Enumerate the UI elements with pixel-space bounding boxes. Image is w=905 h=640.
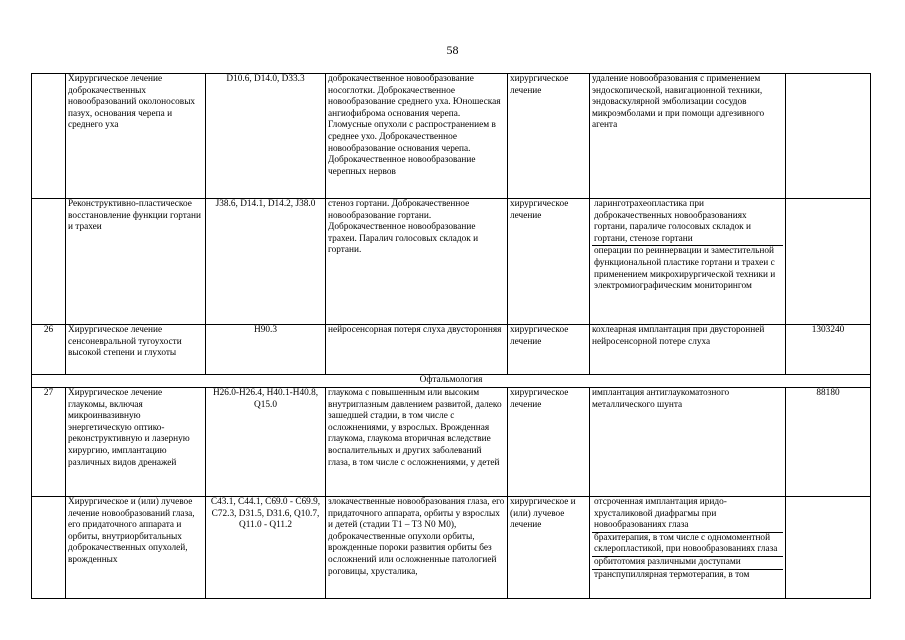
table-row	[32, 497, 871, 599]
cost-value	[786, 497, 871, 599]
cost-value: 1303240	[786, 325, 871, 375]
treatment-methods	[590, 497, 786, 599]
care-type-name: Хирургическое и (или) лучевое лечение новообразований глаза, его придаточного аппарата и орбиты, внутриорбитальных доброкачественных опухолей, врожденных	[66, 497, 206, 599]
cost-value: 88180	[786, 388, 871, 497]
treatment-method: операции по реиннервации и заместительной функциональной пластике гортани и трахеи с применением микрохирургической техники и электромиографическим мониторингом	[592, 245, 783, 292]
icd-codes: H26.0-H26.4, H40.1-H40.8, Q15.0	[206, 388, 326, 497]
row-number	[32, 74, 66, 199]
patient-model: глаукома с повышенным или высоким внутриглазным давлением развитой, далеко зашедшей стадии, в том числе с осложнениями, у взрослых. Врожденная глаукома, глаукома вторичная вследствие воспалительных и других заболеваний глаза, в том числе с осложнениями, у детей	[326, 388, 508, 497]
treatment-type: хирургическое лечение	[508, 74, 590, 199]
page-bottom-margin	[0, 603, 905, 640]
care-type-name: Реконструктивно-пластическое восстановление функции гортани и трахеи	[66, 199, 206, 325]
treatment-method: орбитотомия различными доступами	[592, 556, 783, 569]
section-row	[32, 375, 871, 388]
treatment-method: брахитерапия, в том числе с одномоментной склеропластикой, при новообразованиях глаза	[592, 532, 783, 556]
care-types-table	[31, 73, 871, 599]
section-title: Офтальмология	[32, 375, 871, 388]
icd-codes: J38.6, D14.1, D14.2, J38.0	[206, 199, 326, 325]
patient-model: доброкачественное новообразование носоглотки. Доброкачественное новообразование среднего уха. Юношеская ангиофиброма основания черепа. Гломусные опухоли с распространением в среднее ухо. Доброкачественное новообразование основания черепа. Доброкачественное новообразование черепных нервов	[326, 74, 508, 199]
treatment-method: транспупиллярная термотерапия, в том	[592, 569, 783, 582]
treatment-method: удаление новообразования с применением эндоскопической, навигационной техники, эндоваскулярной эмболизации сосудов микроэмболами и при помощи адгезивного агента	[590, 74, 786, 199]
treatment-type: хирургическое и (или) лучевое лечение	[508, 497, 590, 599]
cost-value	[786, 199, 871, 325]
row-number	[32, 199, 66, 325]
icd-codes: H90.3	[206, 325, 326, 375]
care-type-name: Хирургическое лечение глаукомы, включая микроинвазивную энергетическую оптико-реконструктивную и лазерную хирургию, имплантацию различных видов дренажей	[66, 388, 206, 497]
care-type-name: Хирургическое лечение доброкачественных новообразований околоносовых пазух, основания черепа и среднего уха	[66, 74, 206, 199]
row-number: 26	[32, 325, 66, 375]
treatment-type: хирургическое лечение	[508, 325, 590, 375]
treatment-method: имплантация антиглаукоматозного металлического шунта	[590, 388, 786, 497]
row-number	[32, 497, 66, 599]
treatment-type: хирургическое лечение	[508, 388, 590, 497]
icd-codes: C43.1, C44.1, C69.0 - C69.9, C72.3, D31.5, D31.6, Q10.7, Q11.0 - Q11.2	[206, 497, 326, 599]
table-row	[32, 199, 871, 325]
patient-model: нейросенсорная потеря слуха двусторонняя	[326, 325, 508, 375]
table-row	[32, 74, 871, 199]
row-number: 27	[32, 388, 66, 497]
icd-codes: D10.6, D14.0, D33.3	[206, 74, 326, 199]
treatment-method: кохлеарная имплантация при двусторонней нейросенсорной потере слуха	[590, 325, 786, 375]
page-number: 58	[446, 43, 459, 57]
treatment-method: ларинготрахеопластика при доброкачественных новообразованиях гортани, параличе голосовых складок и гортани, стенозе гортани	[594, 199, 751, 244]
treatment-type: хирургическое лечение	[508, 199, 590, 325]
patient-model: злокачественные новообразования глаза, его придаточного аппарата, орбиты у взрослых и детей (стадии T1 – T3 N0 M0), доброкачественные опухоли орбиты, врожденные пороки развития орбиты без осложнений или осложненные патологией роговицы, хрусталика,	[326, 497, 508, 599]
patient-model: стеноз гортани. Доброкачественное новообразование гортани. Доброкачественное новообразование трахеи. Паралич голосовых складок и гортани.	[326, 199, 508, 325]
care-type-name: Хирургическое лечение сенсоневральной тугоухости высокой степени и глухоты	[66, 325, 206, 375]
treatment-methods	[590, 199, 786, 325]
table-row	[32, 325, 871, 375]
cost-value	[786, 74, 871, 199]
treatment-method: отсроченная имплантация иридо-хрусталиковой диафрагмы при новообразованиях глаза	[594, 497, 727, 531]
table-row	[32, 388, 871, 497]
